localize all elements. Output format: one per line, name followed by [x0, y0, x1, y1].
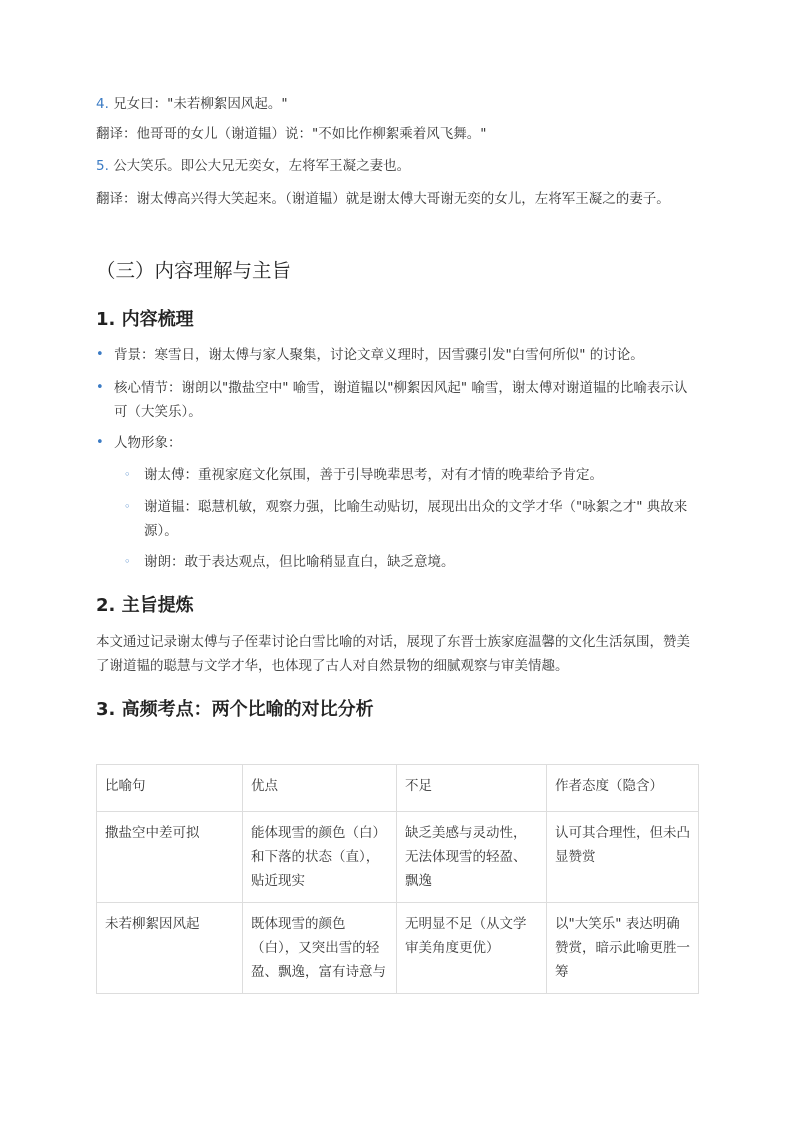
table-cell: 既体现雪的颜色（白），又突出雪的轻盈、飘逸，富有诗意与 [243, 903, 397, 994]
theme-text: 本文通过记录谢太傅与子侄辈讨论白雪比喻的对话，展现了东晋士族家庭温馨的文化生活氛围，赞美了谢道韫的聪慧与文学才华，也体现了古人对自然景物的细腻观察与审美情趣。 [96, 634, 690, 674]
table-cell: 撒盐空中差可拟 [97, 812, 243, 903]
bullet-icon: • [96, 380, 104, 395]
list-item: ◦ 谢朗：敢于表达观点，但比喻稍显直白，缺乏意境。 [124, 550, 698, 574]
circle-bullet-icon: ◦ [124, 468, 131, 481]
bullet-icon: • [96, 435, 104, 450]
table-cell: 无明显不足（从文学审美角度更优） [397, 903, 547, 994]
item-number: 4. [96, 96, 109, 112]
table-row [97, 903, 699, 994]
list-item: ◦ 谢太傅：重视家庭文化氛围，善于引导晚辈思考，对有才情的晚辈给予肯定。 [124, 463, 698, 487]
circle-bullet-icon: ◦ [124, 555, 131, 568]
item-number: 5. [96, 158, 109, 174]
list-item: • 背景：寒雪日，谢太傅与家人聚集，讨论文章义理时，因雪骤引发"白雪何所似" 的讨论。 [96, 343, 698, 367]
original-text: 公大笑乐。即公大兄无奕女，左将军王凝之妻也。 [113, 158, 411, 174]
bullet-icon: • [96, 347, 104, 362]
table-cell: 缺乏美感与灵动性，无法体现雪的轻盈、飘逸 [397, 812, 547, 903]
original-text: 兄女曰："未若柳絮因风起。" [113, 96, 288, 112]
list-item: • 人物形象： [96, 431, 698, 455]
table-cell: 以"大笑乐" 表达明确赞赏，暗示此喻更胜一筹 [547, 903, 699, 994]
analysis-heading: 3. 高频考点：两个比喻的对比分析 [96, 699, 374, 720]
list-item: ◦ 谢道韫：聪慧机敏，观察力强，比喻生动贴切，展现出出众的文学才华（"咏絮之才" 典故来源）。 [124, 495, 698, 543]
sub-list [124, 463, 698, 487]
theme-heading: 2. 主旨提炼 [96, 595, 194, 616]
table-row [97, 812, 699, 903]
table-header-row [97, 765, 699, 812]
list-item: • 核心情节：谢朗以"撒盐空中" 喻雪，谢道韫以"柳絮因风起" 喻雪，谢太傅对谢道韫的比喻表示认可（大笑乐）。 [96, 376, 698, 424]
table-cell: 能体现雪的颜色（白）和下落的状态（直），贴近现实 [243, 812, 397, 903]
column-header: 不足 [397, 765, 547, 812]
bullet-list [96, 343, 698, 367]
column-header: 比喻句 [97, 765, 243, 812]
original-sentence-5 [96, 154, 410, 178]
section-title: （三）内容理解与主旨 [96, 259, 292, 282]
table-cell: 认可其合理性，但未凸显赞赏 [547, 812, 699, 903]
translation-5: 翻译：谢太傅高兴得大笑起来。（谢道韫）就是谢太傅大哥谢无奕的女儿，左将军王凝之的妻子。 [96, 191, 670, 207]
table-cell: 未若柳絮因风起 [97, 903, 243, 994]
translation-4: 翻译：他哥哥的女儿（谢道韫）说："不如比作柳絮乘着风飞舞。" [96, 126, 487, 142]
bullet-list [96, 376, 698, 424]
circle-bullet-icon: ◦ [124, 500, 131, 513]
content-heading: 1. 内容梳理 [96, 309, 194, 330]
original-sentence-4 [96, 92, 288, 116]
comparison-table [96, 764, 699, 994]
sub-list [124, 550, 698, 574]
sub-list [124, 495, 698, 543]
column-header: 作者态度（隐含） [547, 765, 699, 812]
column-header: 优点 [243, 765, 397, 812]
bullet-list [96, 431, 698, 455]
